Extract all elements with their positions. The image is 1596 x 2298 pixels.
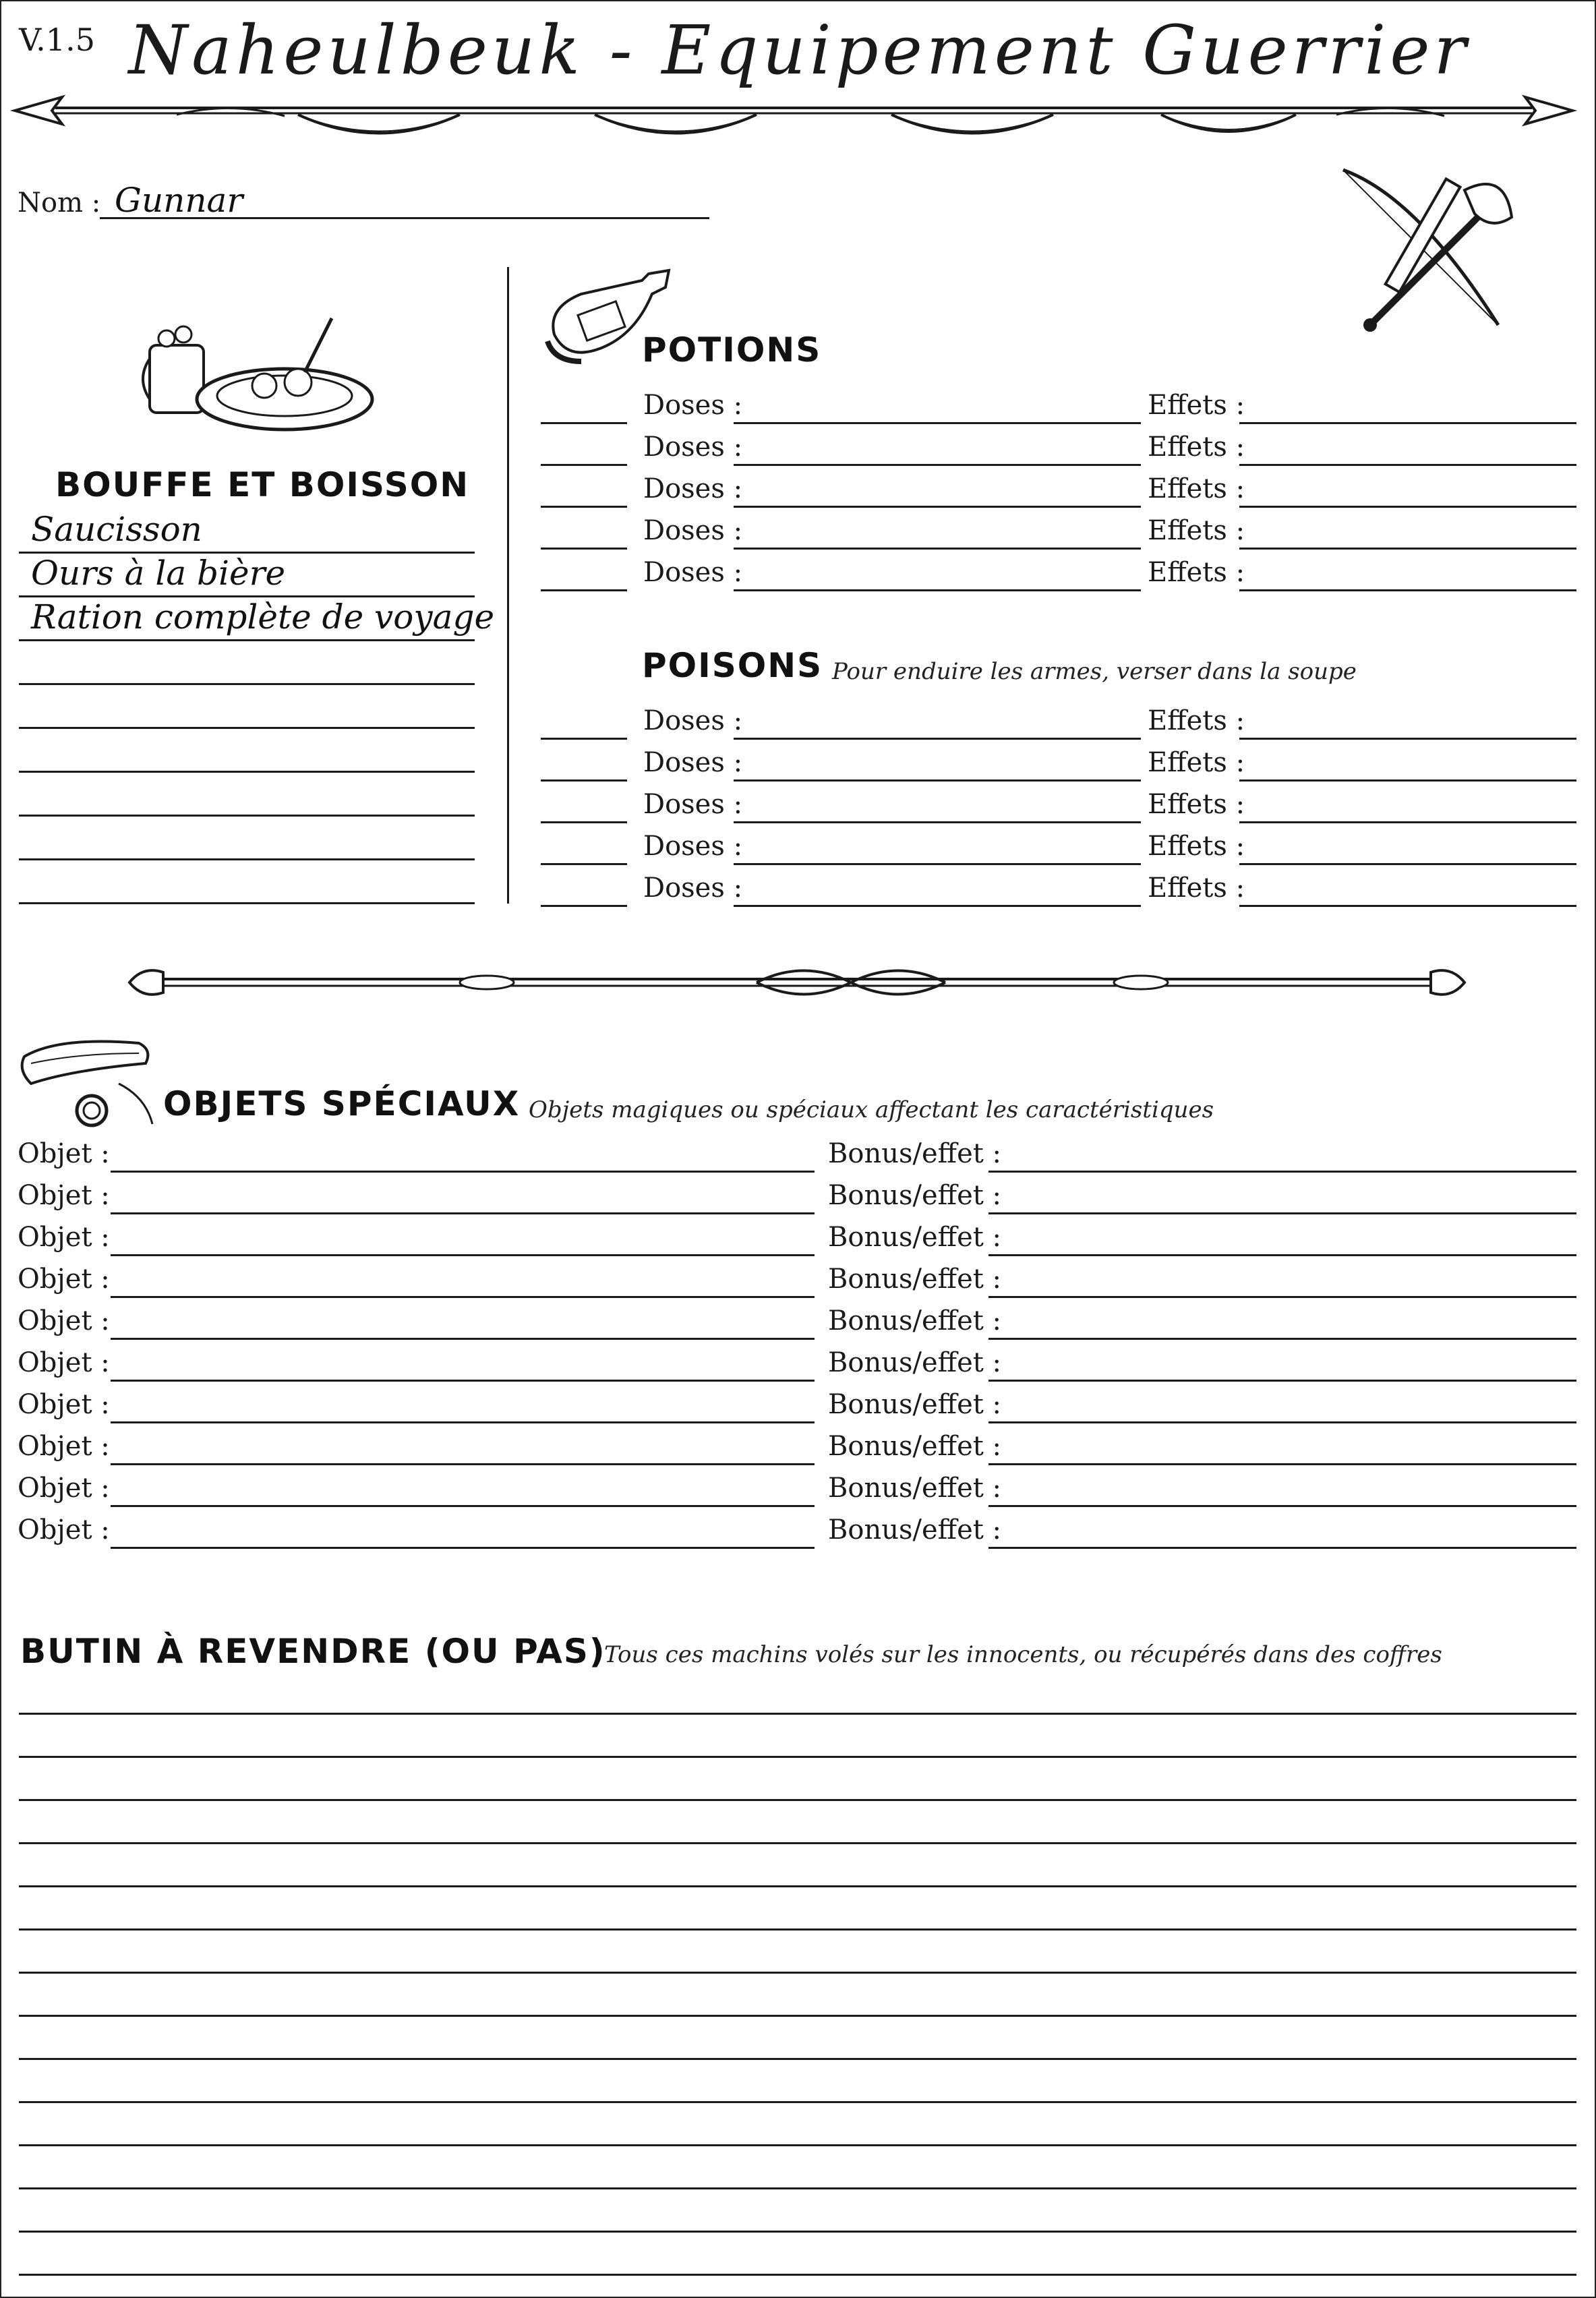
version-label: V.1.5 [19,22,95,58]
doses-label: Doses : [643,515,743,546]
object-field[interactable] [111,1421,815,1423]
loot-line[interactable] [19,1928,1576,1931]
effets-field[interactable] [1239,905,1576,907]
food-line [19,727,475,729]
bonus-label: Bonus/effet : [828,1222,1002,1253]
doses-field[interactable] [734,738,1141,740]
doses-field[interactable] [734,779,1141,782]
object-label: Objet : [18,1347,110,1378]
bonus-field[interactable] [988,1212,1576,1214]
effets-label: Effets : [1148,831,1245,862]
doses-label: Doses : [643,705,743,736]
bonus-label: Bonus/effet : [828,1347,1002,1378]
bonus-label: Bonus/effet : [828,1431,1002,1462]
bonus-field[interactable] [988,1338,1576,1340]
quantity-field[interactable] [541,863,627,865]
bonus-field[interactable] [988,1296,1576,1298]
spear-divider-icon [15,88,1572,148]
bonus-label: Bonus/effet : [828,1473,1002,1504]
bonus-field[interactable] [988,1254,1576,1256]
effets-field[interactable] [1239,863,1576,865]
object-label: Objet : [18,1180,110,1211]
effets-label: Effets : [1148,747,1245,778]
loot-line[interactable] [19,1756,1576,1758]
scroll-ring-icon [18,1030,159,1138]
object-field[interactable] [111,1212,815,1214]
object-field[interactable] [111,1296,815,1298]
effets-label: Effets : [1148,515,1245,546]
food-line [19,815,475,817]
object-label: Objet : [18,1264,110,1295]
object-label: Objet : [18,1389,110,1420]
quantity-field[interactable] [541,464,627,466]
doses-field[interactable] [734,821,1141,823]
effets-label: Effets : [1148,873,1245,904]
doses-field[interactable] [734,905,1141,907]
bonus-field[interactable] [988,1505,1576,1507]
object-label: Objet : [18,1222,110,1253]
food-line [19,902,475,904]
effets-label: Effets : [1148,473,1245,504]
bonus-field[interactable] [988,1171,1576,1173]
effets-field[interactable] [1239,464,1576,466]
effets-field[interactable] [1239,821,1576,823]
quantity-field[interactable] [541,548,627,550]
doses-field[interactable] [734,548,1141,550]
object-label: Objet : [18,1138,110,1169]
object-label: Objet : [18,1514,110,1545]
loot-line[interactable] [19,1842,1576,1844]
object-label: Objet : [18,1305,110,1336]
bonus-label: Bonus/effet : [828,1264,1002,1295]
quantity-field[interactable] [541,738,627,740]
quantity-field[interactable] [541,779,627,782]
object-field[interactable] [111,1505,815,1507]
doses-label: Doses : [643,873,743,904]
object-field[interactable] [111,1463,815,1465]
loot-subtitle: Tous ces machins volés sur les innocents, ou récupérés dans des coffres [604,1641,1442,1668]
special-objects-title: OBJETS SPÉCIAUX [163,1084,521,1123]
bonus-label: Bonus/effet : [828,1389,1002,1420]
quantity-field[interactable] [541,422,627,424]
effets-label: Effets : [1148,705,1245,736]
food-line [19,771,475,773]
effets-field[interactable] [1239,779,1576,782]
weapons-icon [1330,156,1525,338]
effets-label: Effets : [1148,390,1245,421]
bonus-field[interactable] [988,1463,1576,1465]
loot-line[interactable] [19,2101,1576,2103]
loot-line[interactable] [19,2187,1576,2189]
doses-field[interactable] [734,422,1141,424]
special-objects-subtitle: Objets magiques ou spéciaux affectant les caractéristiques [529,1096,1214,1123]
food-line [19,639,475,641]
page-title: Naheulbeuk - Equipement Guerrier [128,11,1471,90]
object-label: Objet : [18,1473,110,1504]
quantity-field[interactable] [541,821,627,823]
quantity-field[interactable] [541,905,627,907]
quantity-field[interactable] [541,506,627,508]
loot-line[interactable] [19,1885,1576,1887]
food-title: BOUFFE ET BOISSON [55,465,470,504]
doses-label: Doses : [643,390,743,421]
object-field[interactable] [111,1338,815,1340]
doses-label: Doses : [643,557,743,588]
food-line [19,683,475,685]
effets-field[interactable] [1239,548,1576,550]
loot-line[interactable] [19,1713,1576,1715]
food-line [19,858,475,860]
doses-field[interactable] [734,506,1141,508]
loot-line[interactable] [19,2231,1576,2233]
effets-label: Effets : [1148,789,1245,820]
doses-label: Doses : [643,432,743,463]
object-field[interactable] [111,1254,815,1256]
effets-field[interactable] [1239,589,1576,591]
name-label: Nom : [18,187,101,218]
doses-field[interactable] [734,464,1141,466]
object-field[interactable] [111,1171,815,1173]
effets-label: Effets : [1148,432,1245,463]
potions-title: POTIONS [642,330,822,370]
doses-label: Doses : [643,473,743,504]
bonus-field[interactable] [988,1380,1576,1382]
doses-label: Doses : [643,789,743,820]
loot-line[interactable] [19,1799,1576,1801]
column-separator [507,267,509,904]
effets-label: Effets : [1148,557,1245,588]
loot-line[interactable] [19,1972,1576,1974]
loot-line[interactable] [19,2015,1576,2017]
food-item[interactable]: Ration complète de voyage [31,597,495,637]
poisons-title: POISONS [642,646,823,685]
bonus-field[interactable] [988,1421,1576,1423]
doses-field[interactable] [734,589,1141,591]
bonus-label: Bonus/effet : [828,1305,1002,1336]
bonus-label: Bonus/effet : [828,1514,1002,1545]
staff-divider-icon [129,959,1465,1006]
loot-line[interactable] [19,2058,1576,2060]
food-item[interactable]: Saucisson [31,510,202,549]
bonus-label: Bonus/effet : [828,1180,1002,1211]
effets-field[interactable] [1239,422,1576,424]
poisons-subtitle: Pour enduire les armes, verser dans la soupe [832,658,1357,685]
quantity-field[interactable] [541,589,627,591]
bonus-field[interactable] [988,1547,1576,1549]
name-field[interactable]: Gunnar [115,181,243,220]
object-field[interactable] [111,1380,815,1382]
loot-line[interactable] [19,2274,1576,2276]
doses-field[interactable] [734,863,1141,865]
loot-title: BUTIN À REVENDRE (OU PAS) [20,1632,606,1671]
food-plate-icon [136,305,379,440]
effets-field[interactable] [1239,506,1576,508]
effets-field[interactable] [1239,738,1576,740]
bonus-label: Bonus/effet : [828,1138,1002,1169]
food-item[interactable]: Ours à la bière [31,554,286,593]
doses-label: Doses : [643,747,743,778]
object-field[interactable] [111,1547,815,1549]
doses-label: Doses : [643,831,743,862]
object-label: Objet : [18,1431,110,1462]
loot-line[interactable] [19,2144,1576,2146]
